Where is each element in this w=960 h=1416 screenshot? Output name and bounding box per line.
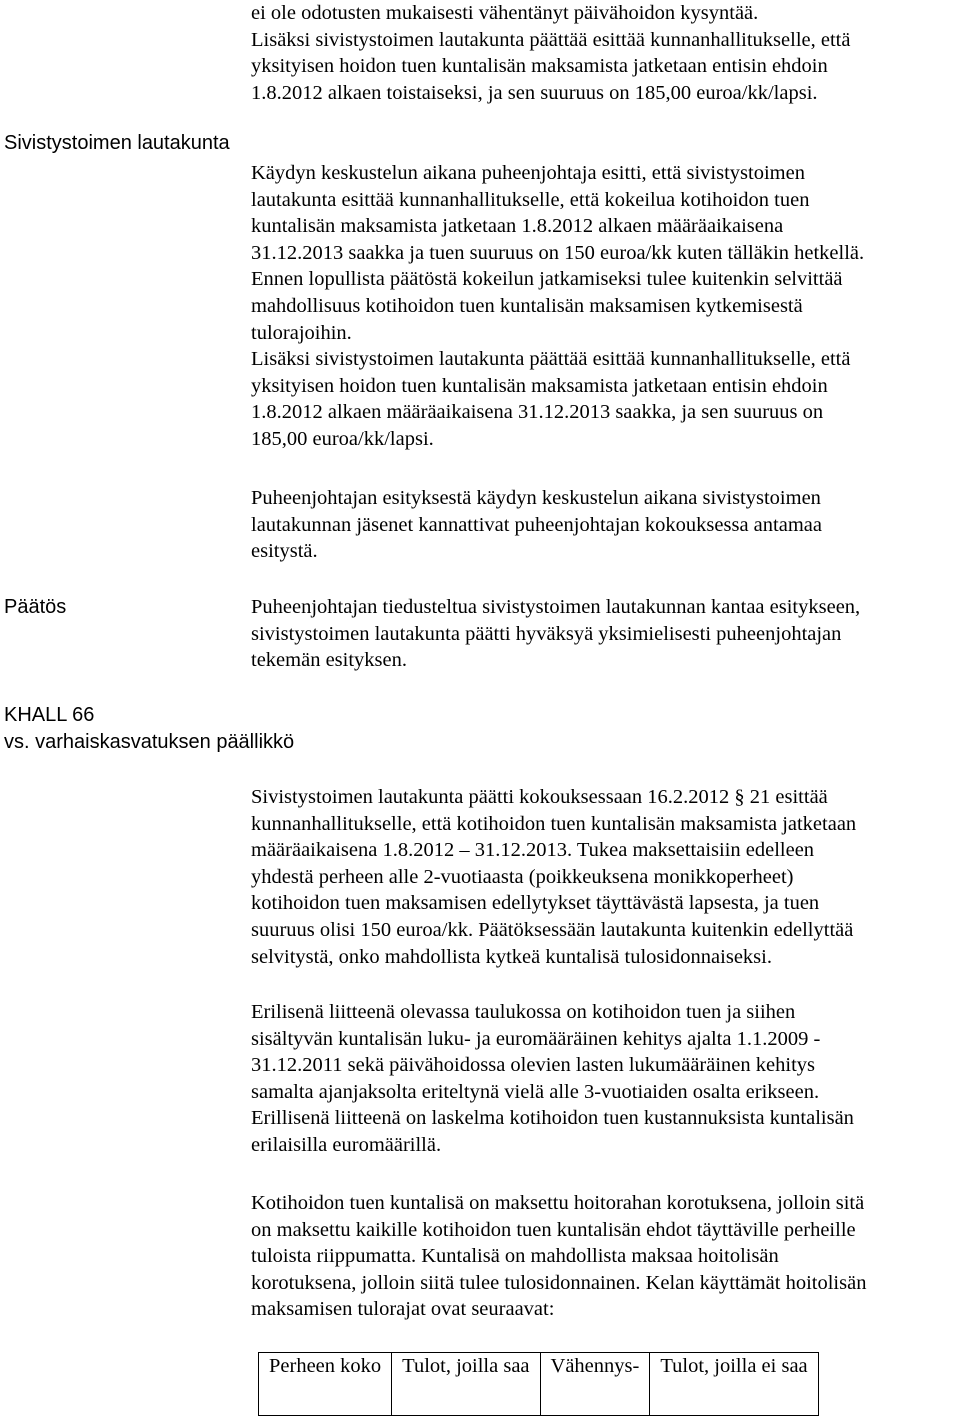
text-line: Lisäksi sivistystoimen lautakunta päättää esittää kunnanhallitukselle, että	[251, 28, 851, 51]
text-line: 31.12.2013 saakka ja tuen suuruus on 150 euroa/kk kuten tälläkin hetkellä.	[251, 241, 865, 264]
paragraph-attachments	[251, 999, 951, 1159]
text-line: mahdollisuus kotihoidon tuen kuntalisän maksamisen kytkemisestä	[251, 294, 803, 317]
text-line: esitystä.	[251, 540, 318, 563]
text-line: Käydyn keskustelun aikana puheenjohtaja esitti, että sivistystoimen	[251, 162, 805, 184]
text-line: yhdestä perheen alle 2-vuotiaasta (poikkeuksena monikkoperheet)	[251, 865, 794, 888]
paragraph-decision	[251, 594, 951, 674]
paragraph-discussion	[251, 160, 951, 453]
text-line: sivistystoimen lautakunta päätti hyväksyä yksimielisesti puheenjohtajan	[251, 622, 842, 645]
text-line: 31.12.2011 sekä päivähoidossa olevien lasten lukumääräinen kehitys	[251, 1054, 815, 1077]
text-line: kuntalisän maksamista jatketaan 1.8.2012 alkaen määräaikaisena	[251, 215, 784, 238]
text-line: erilaisilla euromäärillä.	[251, 1133, 442, 1156]
text-line: Erillisenä liitteenä on laskelma kotihoidon tuen kustannuksista kuntalisän	[251, 1107, 854, 1130]
text-line: yksityisen hoidon tuen kuntalisän maksamista jatketaan entisin ehdoin	[251, 55, 828, 78]
text-line: korotuksena, jolloin siitä tulee tulosidonnainen. Kelan käyttämät hoitolisän	[251, 1271, 867, 1294]
table-header-cell: Tulot, joilla ei saa	[650, 1353, 818, 1416]
text-line: Puheenjohtajan tiedusteltua sivistystoimen lautakunnan kantaa esitykseen,	[251, 596, 861, 618]
paragraph-khall	[251, 784, 951, 970]
text-line: Ennen lopullista päätöstä kokeilun jatkamiseksi tulee kuitenkin selvittää	[251, 268, 843, 291]
text-line: selvitystä, onko mahdollista kytkeä kuntalisä tulosidonnaiseksi.	[251, 945, 772, 968]
text-line: tekemän esityksen.	[251, 649, 407, 672]
text-line: 185,00 euroa/kk/lapsi.	[251, 427, 434, 450]
table-header-cell: Perheen koko	[259, 1353, 392, 1416]
text-line: 1.8.2012 alkaen toistaiseksi, ja sen suuruus on 185,00 euroa/kk/lapsi.	[251, 81, 818, 104]
text-line: tuloista riippumatta. Kuntalisä on mahdollista maksaa hoitolisän	[251, 1245, 779, 1268]
text-line: lautakunnan jäsenet kannattivat puheenjohtajan kokouksessa antamaa	[251, 513, 822, 536]
text-line: yksityisen hoidon tuen kuntalisän maksamista jatketaan entisin ehdoin	[251, 374, 828, 397]
text-line: Kotihoidon tuen kuntalisä on maksettu hoitorahan korotuksena, jolloin sitä	[251, 1192, 865, 1214]
khall-label: KHALL 66	[4, 704, 95, 726]
text-line: Sivistystoimen lautakunta päätti kokouksessaan 16.2.2012 § 21 esittää	[251, 786, 828, 808]
table-header-cell: Tulot, joilla saa	[392, 1353, 540, 1416]
text-line: tulorajoihin.	[251, 321, 352, 344]
text-line: sisältyvän kuntalisän luku- ja euromääräinen kehitys ajalta 1.1.2009 -	[251, 1027, 821, 1050]
table-header-cell: Vähennys-	[540, 1353, 650, 1416]
decision-label: Päätös	[4, 596, 67, 618]
text-line: maksamisen tulorajat ovat seuraavat:	[251, 1298, 555, 1321]
text-line: Erilisenä liitteenä olevassa taulukossa on kotihoidon tuen ja siihen	[251, 1001, 796, 1023]
text-line: Lisäksi sivistystoimen lautakunta päättää esittää kunnanhallitukselle, että	[251, 348, 851, 371]
paragraph-support	[251, 485, 951, 565]
text-line: määräaikaisena 1.8.2012 – 31.12.2013. Tukea maksettaisiin edelleen	[251, 839, 815, 862]
text-line: kotihoidon tuen maksamisen edellytykset täyttävästä lapsesta, ja tuen	[251, 892, 820, 915]
text-line: on maksettu kaikille kotihoidon tuen kuntalisän ehdot täyttäville perheille	[251, 1218, 856, 1241]
text-line: samalta ajanjaksolta eriteltynä vielä alle 3-vuotiaiden osalta erikseen.	[251, 1080, 820, 1103]
text-line: 1.8.2012 alkaen määräaikaisena 31.12.2013 saakka, ja sen suuruus on	[251, 401, 824, 424]
paragraph-income-limits	[251, 1190, 951, 1323]
text-line: kunnanhallitukselle, että kotihoidon tuen kuntalisän maksamista jatketaan	[251, 812, 857, 835]
income-limits-table	[258, 1352, 819, 1416]
paragraph-intro	[251, 0, 951, 106]
text-line: Puheenjohtajan esityksestä käydyn keskustelun aikana sivistystoimen	[251, 487, 821, 509]
role-label: vs. varhaiskasvatuksen päällikkö	[4, 731, 295, 753]
text-line: lautakunta esittää kunnanhallitukselle, että kokeilua kotihoidon tuen	[251, 188, 810, 211]
committee-label: Sivistystoimen lautakunta	[4, 132, 230, 154]
text-line: suuruus olisi 150 euroa/kk. Päätöksessään lautakunta kuitenkin edellyttää	[251, 918, 854, 941]
text-line: ei ole odotusten mukaisesti vähentänyt päivähoidon kysyntää.	[251, 2, 759, 24]
table-header-row	[259, 1353, 819, 1416]
